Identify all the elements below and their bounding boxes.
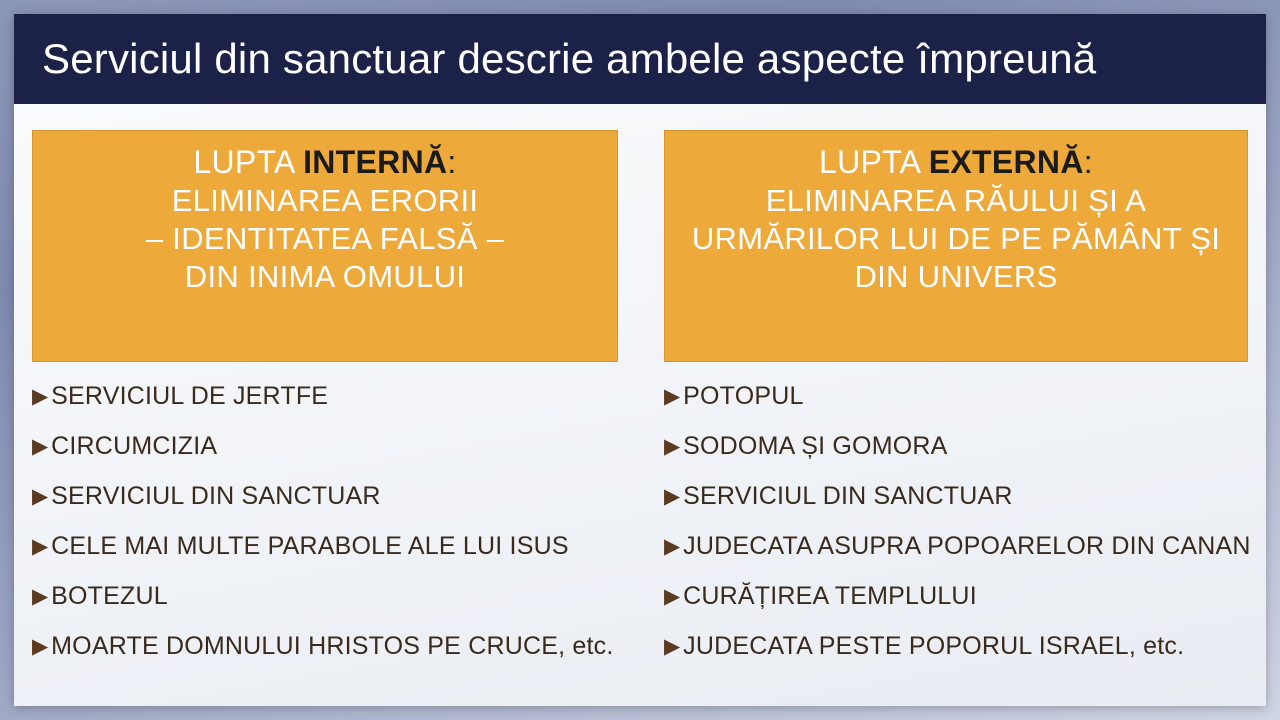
triangle-bullet-icon: ▶ — [32, 585, 49, 608]
left-header-prefix: LUPTA — [193, 144, 304, 180]
left-header-line-1 — [43, 143, 607, 182]
list-item — [32, 584, 618, 609]
list-item-label: POTOPUL — [683, 382, 804, 410]
list-item-label: SODOMA ȘI GOMORA — [683, 432, 948, 460]
triangle-bullet-icon: ▶ — [32, 435, 49, 458]
list-item-label: SERVICIUL DIN SANCTUAR — [51, 482, 381, 510]
list-item — [32, 434, 618, 459]
page-title: Serviciul din sanctuar descrie ambele aspecte împreună — [42, 35, 1097, 82]
right-header-colon: : — [1083, 144, 1093, 180]
list-item — [32, 534, 618, 559]
list-item-label: SERVICIUL DIN SANCTUAR — [683, 482, 1013, 510]
right-column — [640, 104, 1266, 706]
right-list — [664, 382, 1251, 660]
list-item — [32, 634, 618, 659]
left-header-line-4: DIN INIMA OMULUI — [184, 258, 466, 294]
triangle-bullet-icon: ▶ — [664, 485, 681, 508]
list-item-label: MOARTE DOMNULUI HRISTOS PE CRUCE, etc. — [51, 632, 614, 660]
left-column — [14, 104, 640, 706]
right-header-line-4: DIN UNIVERS — [854, 258, 1058, 294]
triangle-bullet-icon: ▶ — [664, 585, 681, 608]
triangle-bullet-icon: ▶ — [664, 535, 681, 558]
list-item — [664, 634, 1248, 659]
title-bar — [14, 14, 1266, 104]
list-item-label: CURĂȚIREA TEMPLULUI — [683, 582, 977, 610]
list-item — [664, 434, 1248, 459]
triangle-bullet-icon: ▶ — [32, 535, 49, 558]
two-column-body — [14, 104, 1266, 706]
right-header-strong: EXTERNĂ — [928, 144, 1084, 180]
list-item — [32, 384, 618, 409]
triangle-bullet-icon: ▶ — [664, 635, 681, 658]
left-list — [32, 384, 618, 659]
triangle-bullet-icon: ▶ — [664, 435, 681, 458]
list-item — [664, 584, 1248, 609]
left-header-line-2: ELIMINAREA ERORII — [171, 183, 479, 219]
triangle-bullet-icon: ▶ — [664, 385, 681, 408]
left-header-line-3: – IDENTITATEA FALSĂ – — [145, 220, 505, 256]
list-item — [32, 484, 618, 509]
triangle-bullet-icon: ▶ — [32, 635, 49, 658]
list-item-label: BOTEZUL — [51, 582, 168, 610]
left-header-strong: INTERNĂ — [303, 144, 448, 180]
list-item-label: CELE MAI MULTE PARABOLE ALE LUI ISUS — [51, 532, 569, 560]
left-header-box — [32, 130, 618, 362]
left-header-colon: : — [447, 144, 457, 180]
triangle-bullet-icon: ▶ — [32, 485, 49, 508]
list-item — [664, 532, 1251, 560]
right-header-line-3: URMĂRILOR LUI DE PE PĂMÂNT ȘI — [691, 220, 1221, 256]
right-header-line-2: ELIMINAREA RĂULUI ȘI A — [765, 183, 1147, 219]
list-item-label: CIRCUMCIZIA — [51, 432, 218, 460]
list-item — [664, 484, 1248, 509]
right-header-box — [664, 130, 1248, 362]
list-item-label: JUDECATA PESTE POPORUL ISRAEL, etc. — [683, 632, 1185, 660]
list-item — [664, 384, 1248, 409]
list-item-label: JUDECATA ASUPRA POPOARELOR DIN CANAN — [683, 532, 1251, 560]
triangle-bullet-icon: ▶ — [32, 385, 49, 408]
slide-content-area — [14, 14, 1266, 706]
list-item-label: SERVICIUL DE JERTFE — [51, 382, 329, 410]
right-header-line-1 — [675, 143, 1237, 182]
right-header-prefix: LUPTA — [819, 144, 929, 180]
